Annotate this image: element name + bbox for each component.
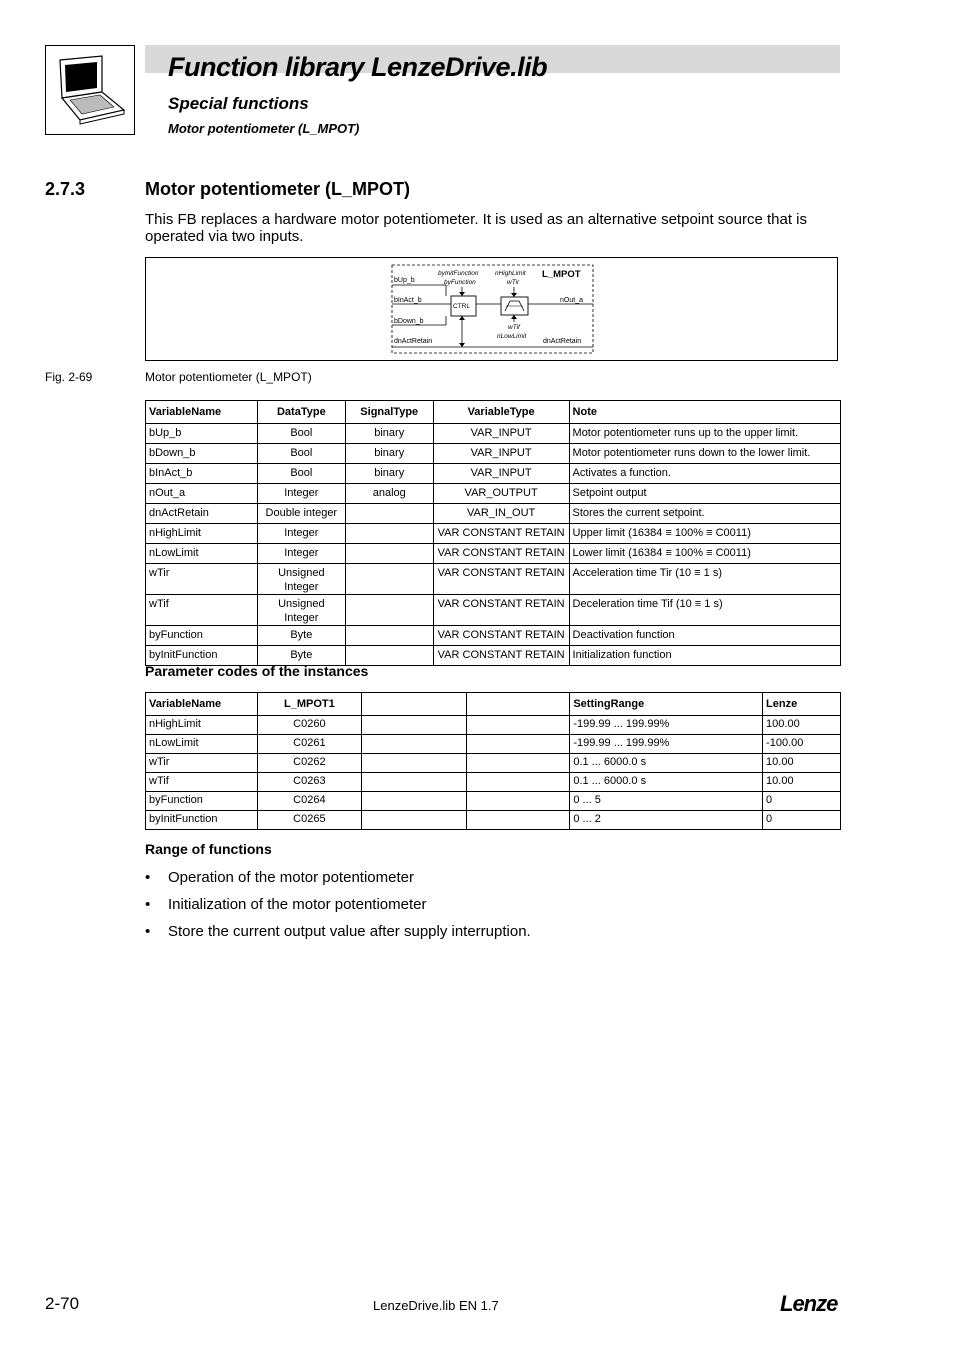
- column-header: [466, 693, 570, 716]
- table-cell: Integer: [257, 524, 345, 544]
- table-cell: [345, 564, 433, 595]
- param-label: nLowLimit: [497, 333, 527, 340]
- table-cell: wTif: [146, 595, 258, 626]
- param-label: byInitFunction: [438, 270, 479, 277]
- column-header: L_MPOT1: [257, 693, 361, 716]
- table-cell: [361, 754, 466, 773]
- column-header: Lenze: [763, 693, 841, 716]
- table-row: [146, 735, 841, 754]
- table-cell: nLowLimit: [146, 544, 258, 564]
- bullet-item: • Store the current output value after supply interruption.: [145, 923, 531, 940]
- table-cell: -199.99 ... 199.99%: [570, 716, 763, 735]
- table-cell: Bool: [257, 424, 345, 444]
- doc-reference: LenzeDrive.lib EN 1.7: [373, 1298, 499, 1313]
- param-label: nHighLimit: [495, 270, 526, 277]
- table-row: [146, 484, 841, 504]
- table-cell: Stores the current setpoint.: [569, 504, 840, 524]
- table-cell: [345, 595, 433, 626]
- table-cell: C0265: [257, 811, 361, 830]
- doc-subsubtitle: Motor potentiometer (L_MPOT): [168, 121, 360, 136]
- table-cell: Unsigned Integer: [257, 564, 345, 595]
- table-cell: C0262: [257, 754, 361, 773]
- table-cell: 10.00: [763, 773, 841, 792]
- table-cell: Initialization function: [569, 646, 840, 666]
- table-row: [146, 564, 841, 595]
- variables-table: [145, 400, 841, 666]
- column-header: SettingRange: [570, 693, 763, 716]
- table-cell: VAR CONSTANT RETAIN: [433, 595, 569, 626]
- table-cell: Activates a function.: [569, 464, 840, 484]
- param-label: wTif: [508, 324, 520, 331]
- input-label: bDown_b: [394, 318, 424, 325]
- table-row: [146, 444, 841, 464]
- table-row: [146, 773, 841, 792]
- table-cell: [345, 626, 433, 646]
- block-name: L_MPOT: [542, 269, 581, 280]
- table-row: [146, 424, 841, 444]
- table-cell: [361, 811, 466, 830]
- table-cell: Unsigned Integer: [257, 595, 345, 626]
- bullet-dot: •: [145, 896, 151, 913]
- column-header: VariableName: [146, 401, 258, 424]
- table-cell: nOut_a: [146, 484, 258, 504]
- table-cell: [466, 773, 570, 792]
- table-cell: wTir: [146, 754, 258, 773]
- table-cell: Motor potentiometer runs down to the lower limit.: [569, 444, 840, 464]
- figure-caption: Motor potentiometer (L_MPOT): [145, 370, 312, 384]
- table-cell: byInitFunction: [146, 811, 258, 830]
- table-cell: VAR_OUTPUT: [433, 484, 569, 504]
- table-cell: -199.99 ... 199.99%: [570, 735, 763, 754]
- figure-label: Fig. 2-69: [45, 370, 93, 384]
- table-cell: 0.1 ... 6000.0 s: [570, 754, 763, 773]
- section-number: 2.7.3: [45, 179, 86, 199]
- table-row: [146, 504, 841, 524]
- table-cell: Acceleration time Tir (10 ≡ 1 s): [569, 564, 840, 595]
- doc-title: Function library LenzeDrive.lib: [168, 52, 548, 82]
- table-cell: C0264: [257, 792, 361, 811]
- laptop-logo-box: [45, 45, 135, 135]
- table-cell: Lower limit (16384 ≡ 100% ≡ C0011): [569, 544, 840, 564]
- table-cell: 0: [763, 792, 841, 811]
- table-cell: Integer: [257, 544, 345, 564]
- table-cell: nHighLimit: [146, 716, 258, 735]
- table-cell: Bool: [257, 464, 345, 484]
- table-cell: -100.00: [763, 735, 841, 754]
- table-header-row: [146, 693, 841, 716]
- ctrl-label: CTRL: [453, 303, 470, 310]
- table-cell: binary: [345, 464, 433, 484]
- range-heading: Range of functions: [145, 841, 272, 857]
- table-cell: VAR_INPUT: [433, 424, 569, 444]
- table-row: [146, 464, 841, 484]
- input-label: bInAct_b: [394, 297, 422, 304]
- input-label: bUp_b: [394, 277, 415, 284]
- table-cell: bUp_b: [146, 424, 258, 444]
- table-cell: analog: [345, 484, 433, 504]
- input-label: dnActRetain: [394, 338, 433, 345]
- bullet-item: • Operation of the motor potentiometer: [145, 869, 414, 886]
- table-cell: VAR_INPUT: [433, 464, 569, 484]
- table-cell: [466, 735, 570, 754]
- table-cell: binary: [345, 444, 433, 464]
- intro-paragraph: This FB replaces a hardware motor potentiometer. It is used as an alternative setpoint source that is operated via two inputs.: [145, 211, 807, 245]
- table-row: [146, 524, 841, 544]
- table-cell: C0263: [257, 773, 361, 792]
- table-row: [146, 811, 841, 830]
- table-cell: [466, 754, 570, 773]
- bullet-item: • Initialization of the motor potentiometer: [145, 896, 427, 913]
- table-cell: Byte: [257, 626, 345, 646]
- table-row: [146, 544, 841, 564]
- table-cell: [466, 811, 570, 830]
- column-header: DataType: [257, 401, 345, 424]
- table-cell: wTif: [146, 773, 258, 792]
- table-cell: VAR CONSTANT RETAIN: [433, 646, 569, 666]
- table-cell: [361, 773, 466, 792]
- table-cell: C0260: [257, 716, 361, 735]
- param-label: wTir: [507, 279, 520, 286]
- table-row: [146, 595, 841, 626]
- table-cell: [345, 544, 433, 564]
- doc-subtitle: Special functions: [168, 94, 309, 113]
- table-cell: 0.1 ... 6000.0 s: [570, 773, 763, 792]
- output-label: dnActRetain: [543, 338, 582, 345]
- table-cell: Deactivation function: [569, 626, 840, 646]
- column-header: VariableName: [146, 693, 258, 716]
- table-cell: VAR_IN_OUT: [433, 504, 569, 524]
- column-header: [361, 693, 466, 716]
- table-cell: Double integer: [257, 504, 345, 524]
- laptop-icon: [46, 46, 134, 134]
- table-cell: [361, 735, 466, 754]
- table-cell: [345, 524, 433, 544]
- table-cell: [466, 792, 570, 811]
- bullet-dot: •: [145, 869, 151, 886]
- table-row: [146, 626, 841, 646]
- table-cell: 0 ... 5: [570, 792, 763, 811]
- table-cell: Setpoint output: [569, 484, 840, 504]
- table-cell: Byte: [257, 646, 345, 666]
- brand-logo: Lenze: [780, 1291, 838, 1316]
- table-cell: VAR CONSTANT RETAIN: [433, 524, 569, 544]
- table-cell: Bool: [257, 444, 345, 464]
- table-row: [146, 754, 841, 773]
- table-row: [146, 716, 841, 735]
- table-cell: [361, 792, 466, 811]
- table-cell: binary: [345, 424, 433, 444]
- table-cell: 0 ... 2: [570, 811, 763, 830]
- column-header: SignalType: [345, 401, 433, 424]
- page-number: 2-70: [45, 1294, 80, 1313]
- table-cell: 0: [763, 811, 841, 830]
- table-cell: byInitFunction: [146, 646, 258, 666]
- table-cell: 100.00: [763, 716, 841, 735]
- table-cell: bDown_b: [146, 444, 258, 464]
- table-cell: [466, 716, 570, 735]
- table-cell: Upper limit (16384 ≡ 100% ≡ C0011): [569, 524, 840, 544]
- column-header: VariableType: [433, 401, 569, 424]
- table-row: [146, 792, 841, 811]
- table-cell: [361, 716, 466, 735]
- table-cell: byFunction: [146, 792, 258, 811]
- table-cell: [345, 504, 433, 524]
- bullet-dot: •: [145, 923, 151, 940]
- table-cell: Deceleration time Tif (10 ≡ 1 s): [569, 595, 840, 626]
- params-table: [145, 692, 841, 830]
- table-header-row: [146, 401, 841, 424]
- table-cell: VAR CONSTANT RETAIN: [433, 564, 569, 595]
- table-cell: 10.00: [763, 754, 841, 773]
- table-cell: dnActRetain: [146, 504, 258, 524]
- column-header: Note: [569, 401, 840, 424]
- table-cell: VAR CONSTANT RETAIN: [433, 626, 569, 646]
- function-block-svg: [146, 258, 837, 360]
- table-cell: wTir: [146, 564, 258, 595]
- table-cell: Motor potentiometer runs up to the upper limit.: [569, 424, 840, 444]
- table-cell: C0261: [257, 735, 361, 754]
- table-cell: Integer: [257, 484, 345, 504]
- params-heading: Parameter codes of the instances: [145, 663, 369, 679]
- param-label: byFunction: [444, 279, 476, 286]
- table-cell: bInAct_b: [146, 464, 258, 484]
- function-block-diagram: [145, 257, 838, 361]
- section-title: Motor potentiometer (L_MPOT): [145, 179, 410, 199]
- table-cell: byFunction: [146, 626, 258, 646]
- table-cell: VAR_INPUT: [433, 444, 569, 464]
- table-cell: VAR CONSTANT RETAIN: [433, 544, 569, 564]
- table-cell: nHighLimit: [146, 524, 258, 544]
- output-label: nOut_a: [560, 297, 583, 304]
- table-cell: nLowLimit: [146, 735, 258, 754]
